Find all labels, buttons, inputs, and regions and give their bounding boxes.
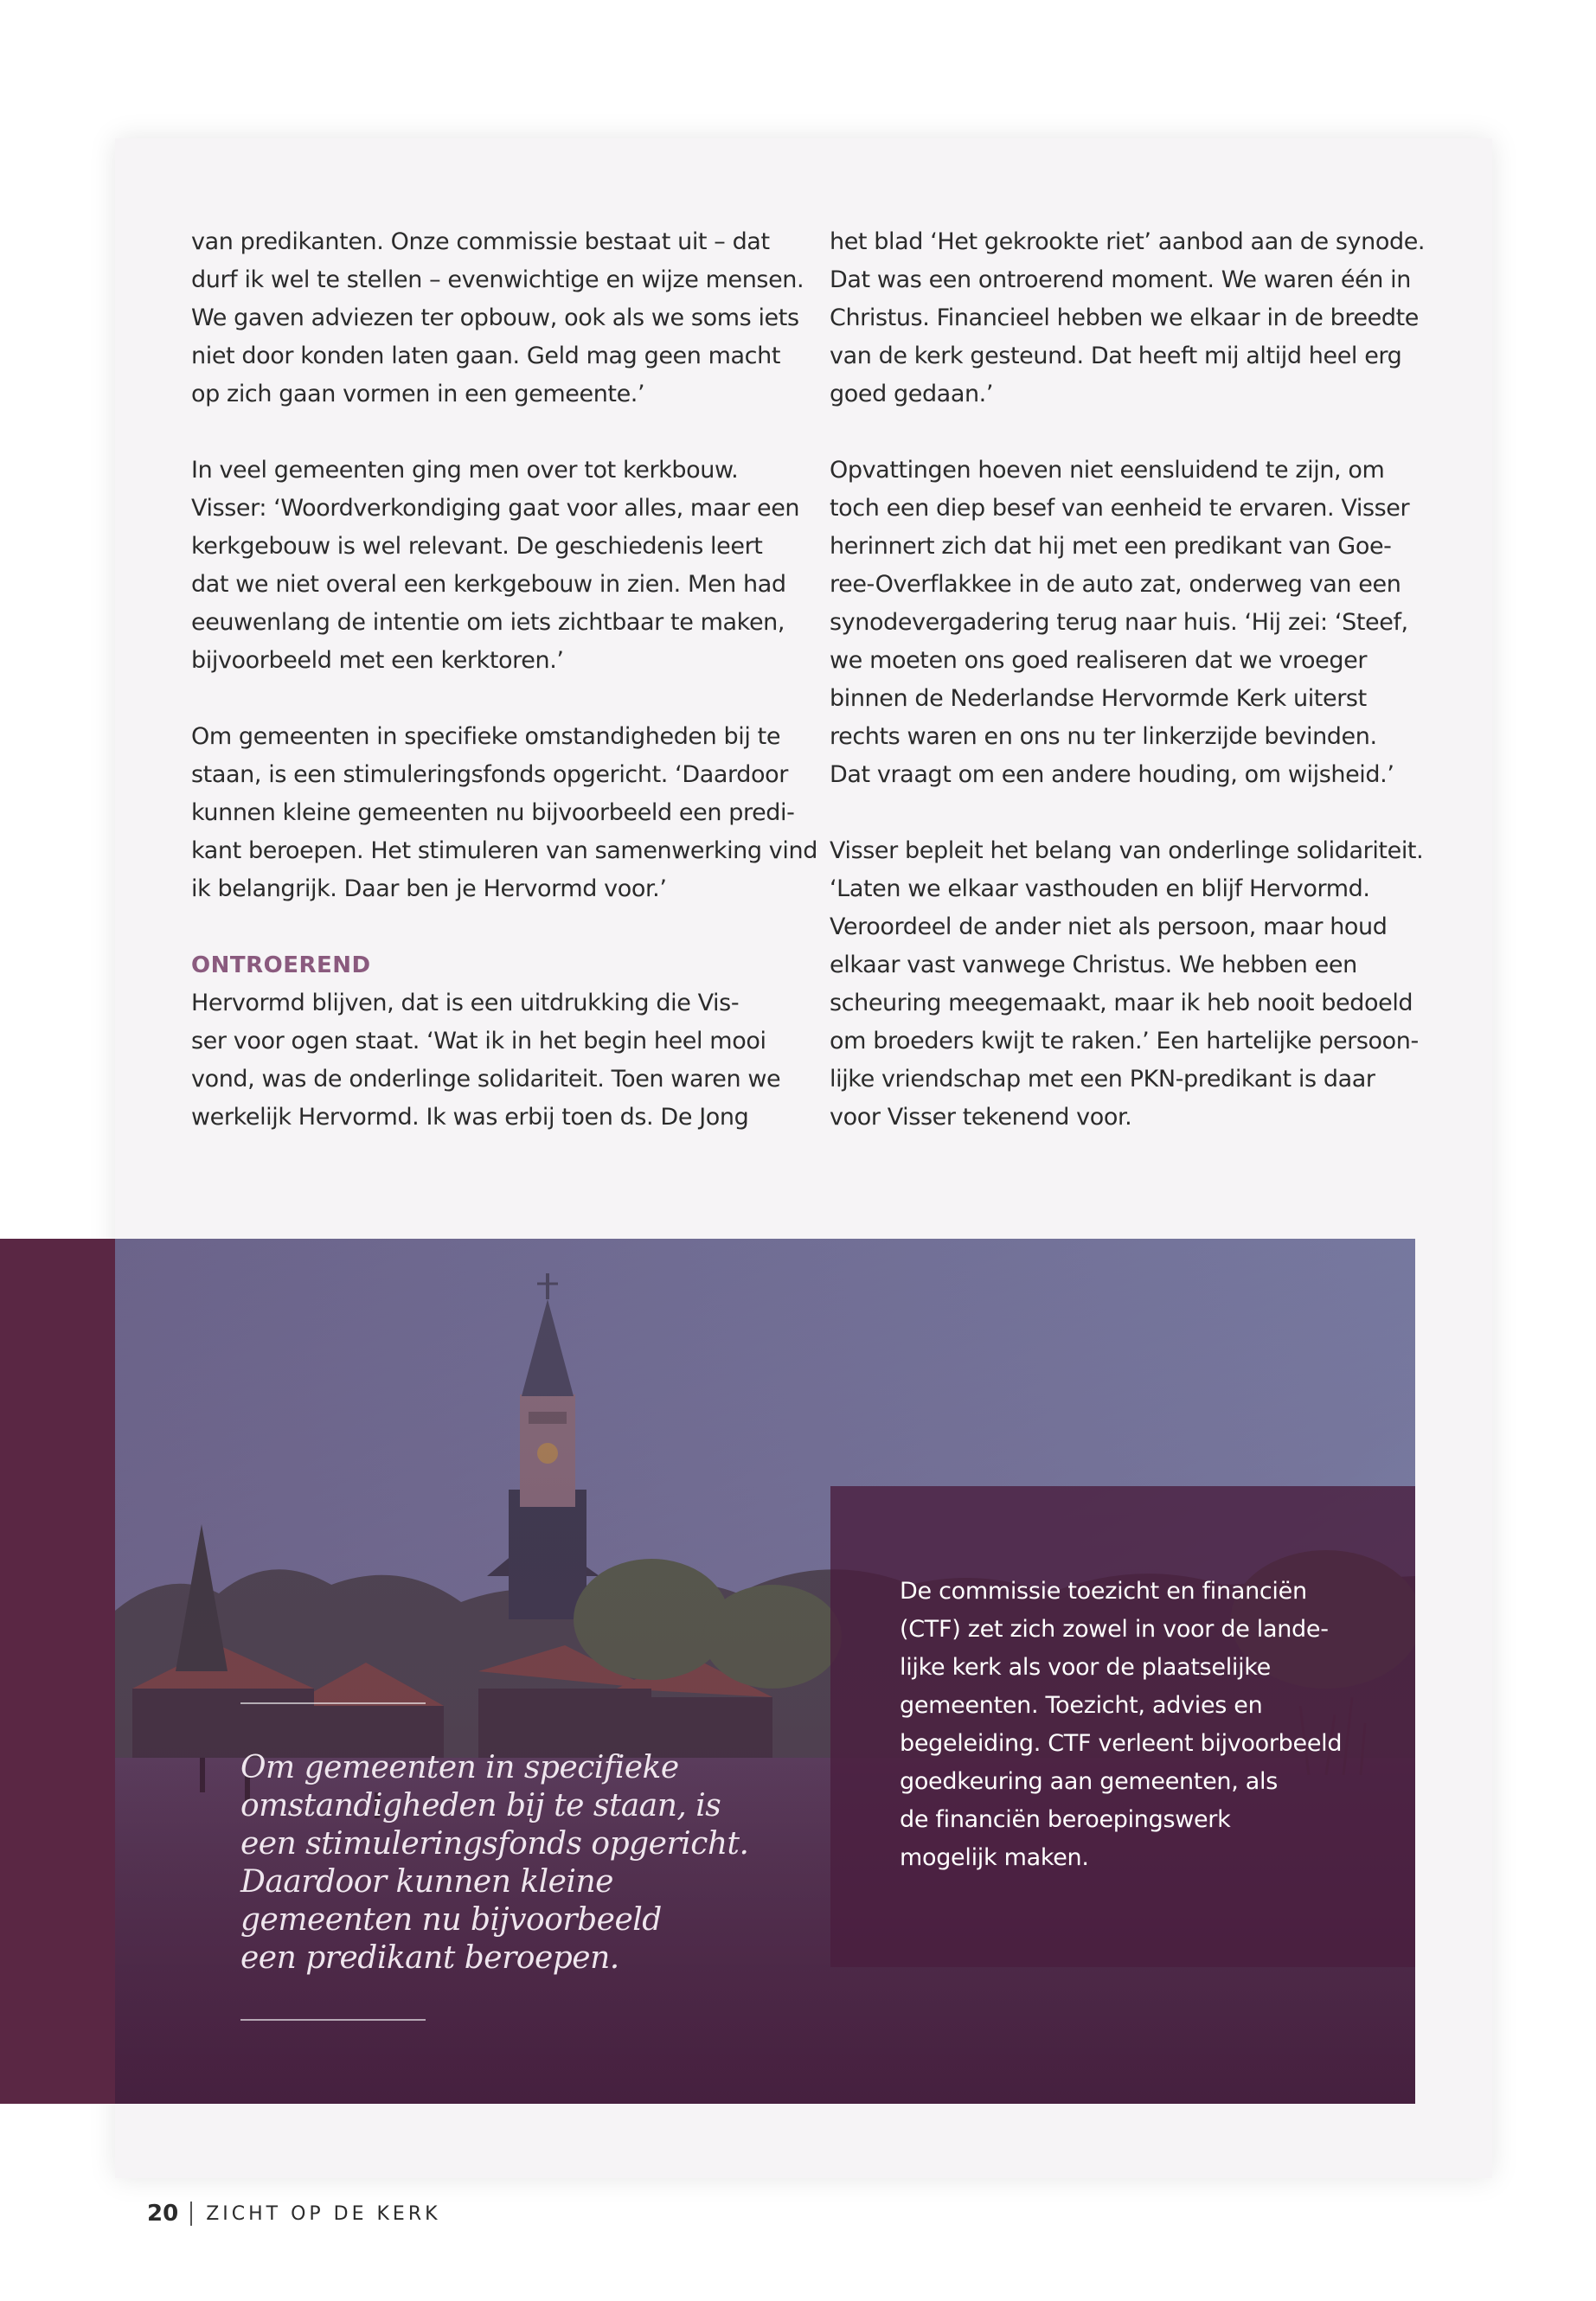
text-line: herinnert zich dat hij met een predikant van Goe- <box>830 533 1392 560</box>
text-line: Veroordeel de ander niet als persoon, maar houd <box>830 913 1388 940</box>
pull-quote <box>240 1749 777 1977</box>
left-paragraph-4 <box>191 946 797 1137</box>
text-line: ik belangrijk. Daar ben je Hervormd voor.’ <box>191 875 667 902</box>
quote-line: omstandigheden bij te staan, is <box>240 1788 721 1823</box>
text-line: lijke vriendschap met een PKN-predikant is daar <box>830 1066 1375 1093</box>
text-line: het blad ‘Het gekrookte riet’ aanbod aan de synode. <box>830 228 1426 255</box>
text-line: synodevergadering terug naar huis. ‘Hij zei: ‘Steef, <box>830 609 1408 636</box>
text-line: We gaven adviezen ter opbouw, ook als we soms iets <box>191 304 799 331</box>
quote-line: een predikant beroepen. <box>240 1940 619 1976</box>
text-line: eeuwenlang de intentie om iets zichtbaar te maken, <box>191 609 785 636</box>
info-line: De commissie toezicht en financiën <box>900 1578 1307 1605</box>
text-line: ‘Laten we elkaar vasthouden en blijf Hervormd. <box>830 875 1370 902</box>
quote-line: een stimuleringsfonds opgericht. <box>240 1826 749 1862</box>
text-line: goed gedaan.’ <box>830 381 994 407</box>
info-line: mogelijk maken. <box>900 1844 1089 1871</box>
text-line: ser voor ogen staat. ‘Wat ik in het begin heel mooi <box>191 1028 766 1054</box>
info-box-text <box>900 1573 1367 1877</box>
info-line: de financiën beroepingswerk <box>900 1806 1231 1833</box>
text-line: Opvattingen hoeven niet eensluidend te zijn, om <box>830 457 1385 484</box>
article-right-column <box>830 223 1435 1175</box>
text-line: dat we niet overal een kerkgebouw in zien. Men had <box>191 571 786 598</box>
text-line: niet door konden laten gaan. Geld mag geen macht <box>191 343 781 369</box>
footer-divider <box>190 2202 192 2226</box>
text-line: we moeten ons goed realiseren dat we vroeger <box>830 647 1368 674</box>
text-line: voor Visser tekenend voor. <box>830 1104 1132 1131</box>
left-paragraph-2 <box>191 452 800 680</box>
text-line: rechts waren en ons nu ter linkerzijde bevinden. <box>830 723 1377 750</box>
text-line: om broeders kwijt te raken.’ Een hartelijke persoon- <box>830 1028 1419 1054</box>
text-line: Visser: ‘Woordverkondiging gaat voor alles, maar een <box>191 495 800 522</box>
text-line: Hervormd blijven, dat is een uitdrukking die Vis- <box>191 990 740 1016</box>
text-line: Om gemeenten in specifieke omstandigheden bij te <box>191 723 781 750</box>
text-line: scheuring meegemaakt, maar ik heb nooit bedoeld <box>830 990 1413 1016</box>
quote-rule-top <box>240 1702 426 1704</box>
text-line: durf ik wel te stellen – evenwichtige en wijze mensen. <box>191 266 804 293</box>
text-line: kunnen kleine gemeenten nu bijvoorbeeld een predi- <box>191 799 795 826</box>
text-line: op zich gaan vormen in een gemeente.’ <box>191 381 645 407</box>
text-line: Visser bepleit het belang van onderlinge solidariteit. <box>830 837 1424 864</box>
text-line: binnen de Nederlandse Hervormde Kerk uiterst <box>830 685 1367 712</box>
right-paragraph-1 <box>830 223 1435 413</box>
page-footer <box>147 2201 441 2227</box>
info-line: lijke kerk als voor de plaatselijke <box>900 1654 1271 1681</box>
info-line: goedkeuring aan gemeenten, als <box>900 1768 1279 1795</box>
quote-line: Om gemeenten in specifieke <box>240 1750 679 1785</box>
text-line: vond, was de onderlinge solidariteit. Toen waren we <box>191 1066 781 1093</box>
text-line: staan, is een stimuleringsfonds opgericht. ‘Daardoor <box>191 761 788 788</box>
quote-line: gemeenten nu bijvoorbeeld <box>240 1902 662 1938</box>
info-line: begeleiding. CTF verleent bijvoorbeeld <box>900 1730 1343 1757</box>
left-paragraph-1 <box>191 223 804 413</box>
text-line: Christus. Financieel hebben we elkaar in de breedte <box>830 304 1420 331</box>
text-line: kant beroepen. Het stimuleren van samenwerking vind <box>191 837 817 864</box>
info-line: gemeenten. Toezicht, advies en <box>900 1692 1263 1719</box>
text-line: Dat was een ontroerend moment. We waren één in <box>830 266 1411 293</box>
left-paragraph-3 <box>191 718 817 908</box>
text-line: van de kerk gesteund. Dat heeft mij altijd heel erg <box>830 343 1402 369</box>
text-line: elkaar vast vanwege Christus. We hebben een <box>830 952 1357 978</box>
right-paragraph-3 <box>830 832 1435 1137</box>
text-line: In veel gemeenten ging men over tot kerkbouw. <box>191 457 739 484</box>
text-line: bijvoorbeeld met een kerktoren.’ <box>191 647 564 674</box>
info-line: (CTF) zet zich zowel in voor de lande- <box>900 1616 1329 1643</box>
text-line: van predikanten. Onze commissie bestaat uit – dat <box>191 228 770 255</box>
magazine-title: ZICHT OP DE KERK <box>206 2202 441 2225</box>
text-line: toch een diep besef van eenheid te ervaren. Visser <box>830 495 1410 522</box>
subheading: ONTROEREND <box>191 952 371 978</box>
text-line: ree-Overflakkee in de auto zat, onderweg van een <box>830 571 1401 598</box>
quote-line: Daardoor kunnen kleine <box>240 1864 613 1900</box>
text-line: werkelijk Hervormd. Ik was erbij toen ds. De Jong <box>191 1104 749 1131</box>
right-paragraph-2 <box>830 452 1435 794</box>
text-line: Dat vraagt om een andere houding, om wijsheid.’ <box>830 761 1394 788</box>
page-number: 20 <box>147 2201 179 2227</box>
quote-rule-bottom <box>240 2019 426 2021</box>
text-line: kerkgebouw is wel relevant. De geschiedenis leert <box>191 533 763 560</box>
article-left-column <box>191 223 817 1175</box>
